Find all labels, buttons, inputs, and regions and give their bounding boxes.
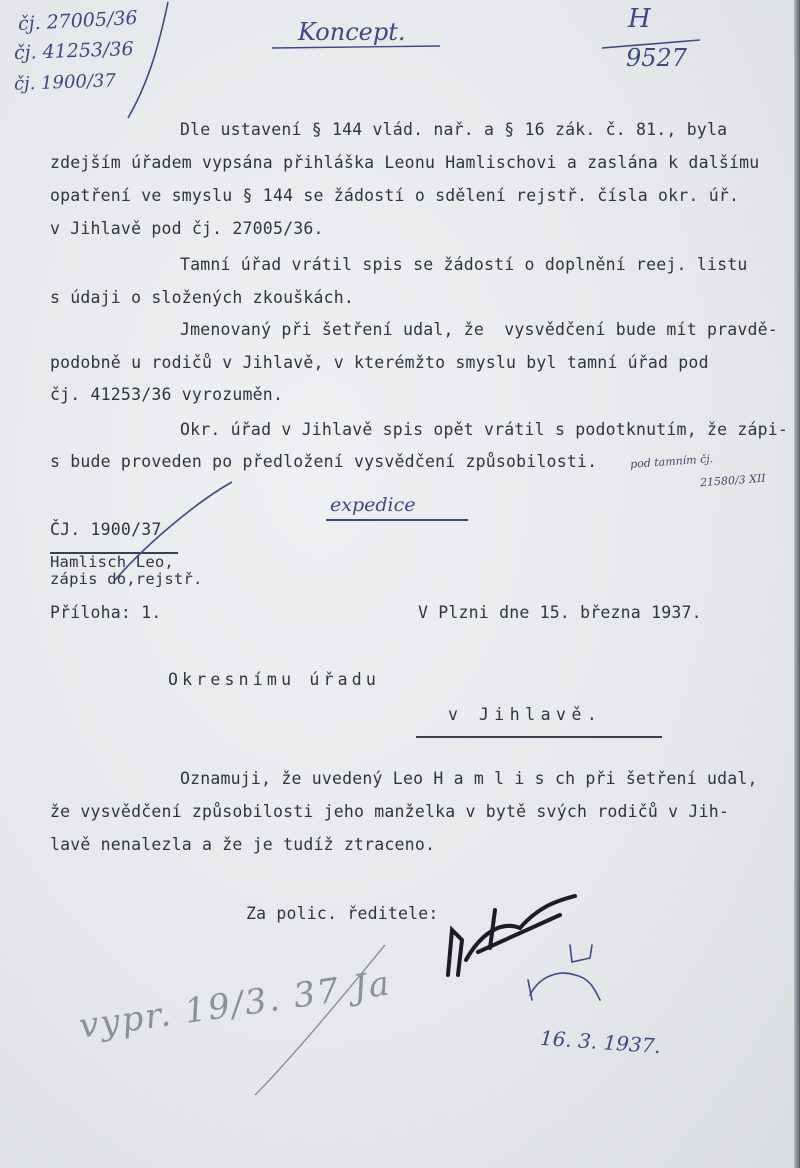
body-line: Dle ustavení § 144 vlád. nař. a § 16 zák. č. 81., byla [180,120,728,139]
expedice-note: expedice [330,494,416,516]
body-line: čj. 41253/36 vyrozuměn. [50,385,284,404]
pencil-stroke [255,945,385,1095]
body-line: v Jihlavě pod čj. 27005/36. [50,219,324,238]
subject-name: Hamlisch Leo, [50,553,174,571]
closing-line: že vysvědčení způsobilosti jeho manželka v bytě svých rodičů v Jih- [50,802,729,821]
body-line: podobně u rodičů v Jihlavě, v kterémžto smyslu byl tamní úřad pod [50,353,709,372]
header-underline [272,46,440,48]
body-line: Jmenovaný při šetření udal, že vysvědčení bude mít pravdě- [180,320,778,339]
document-number-top: H [628,4,651,34]
signature-label: Za polic. ředitele: [246,904,439,923]
place-date: V Plzni dne 15. března 1937. [418,603,702,622]
reference-number: ČJ. 1900/37 [50,520,162,539]
body-line: s bude proveden po předložení vysvědčení způsobilosti. [50,452,598,471]
subject-line: zápis do,rejstř. [50,570,203,588]
body-line: s údaji o složených zkouškách. [50,288,355,307]
closing-line: Oznamuji, že uvedený Leo H a m l i s ch při šetření udal, [180,769,758,788]
body-line: Tamní úřad vrátil spis se žádostí o doplnění reej. listu [180,255,748,274]
margin-ref-3: čj. 1900/37 [13,70,117,95]
annotation-line-1: pod tamním čj. [629,452,714,471]
checkmark-stroke [115,482,232,580]
annotation-line-2: 21580/3 XII [699,471,767,490]
closing-line: lavě nenalezla a že je tudíž ztraceno. [50,835,436,854]
attachment-note: Příloha: 1. [50,603,162,622]
recipient-line-2: v Jihlavě. [448,705,603,724]
number-divider [602,40,700,48]
recipient-line-1: Okresnímu úřadu [168,670,381,689]
body-line: opatření ve smyslu § 144 se žádostí o sdělení rejstř. čísla okr. úř. [50,186,740,205]
page-edge [794,0,800,1168]
initials-signature [528,945,600,1000]
document-number: 9527 [626,44,688,72]
body-line: zdejším úřadem vypsána přihláška Leonu Hamlischovi a zaslána k dalšímu [50,153,760,172]
margin-ref-2: čj. 41253/36 [13,37,134,65]
margin-ref-1: čj. 27005/36 [17,6,139,36]
director-signature [448,896,575,975]
body-line: Okr. úřad v Jihlavě spis opět vrátil s podotknutím, že zápi- [180,420,789,439]
margin-bracket [128,2,168,118]
signature-date: 16. 3. 1937. [539,1025,662,1059]
header-title: Koncept. [298,18,406,46]
pencil-note: vypr. 19/3. 37 Ja [76,963,394,1047]
